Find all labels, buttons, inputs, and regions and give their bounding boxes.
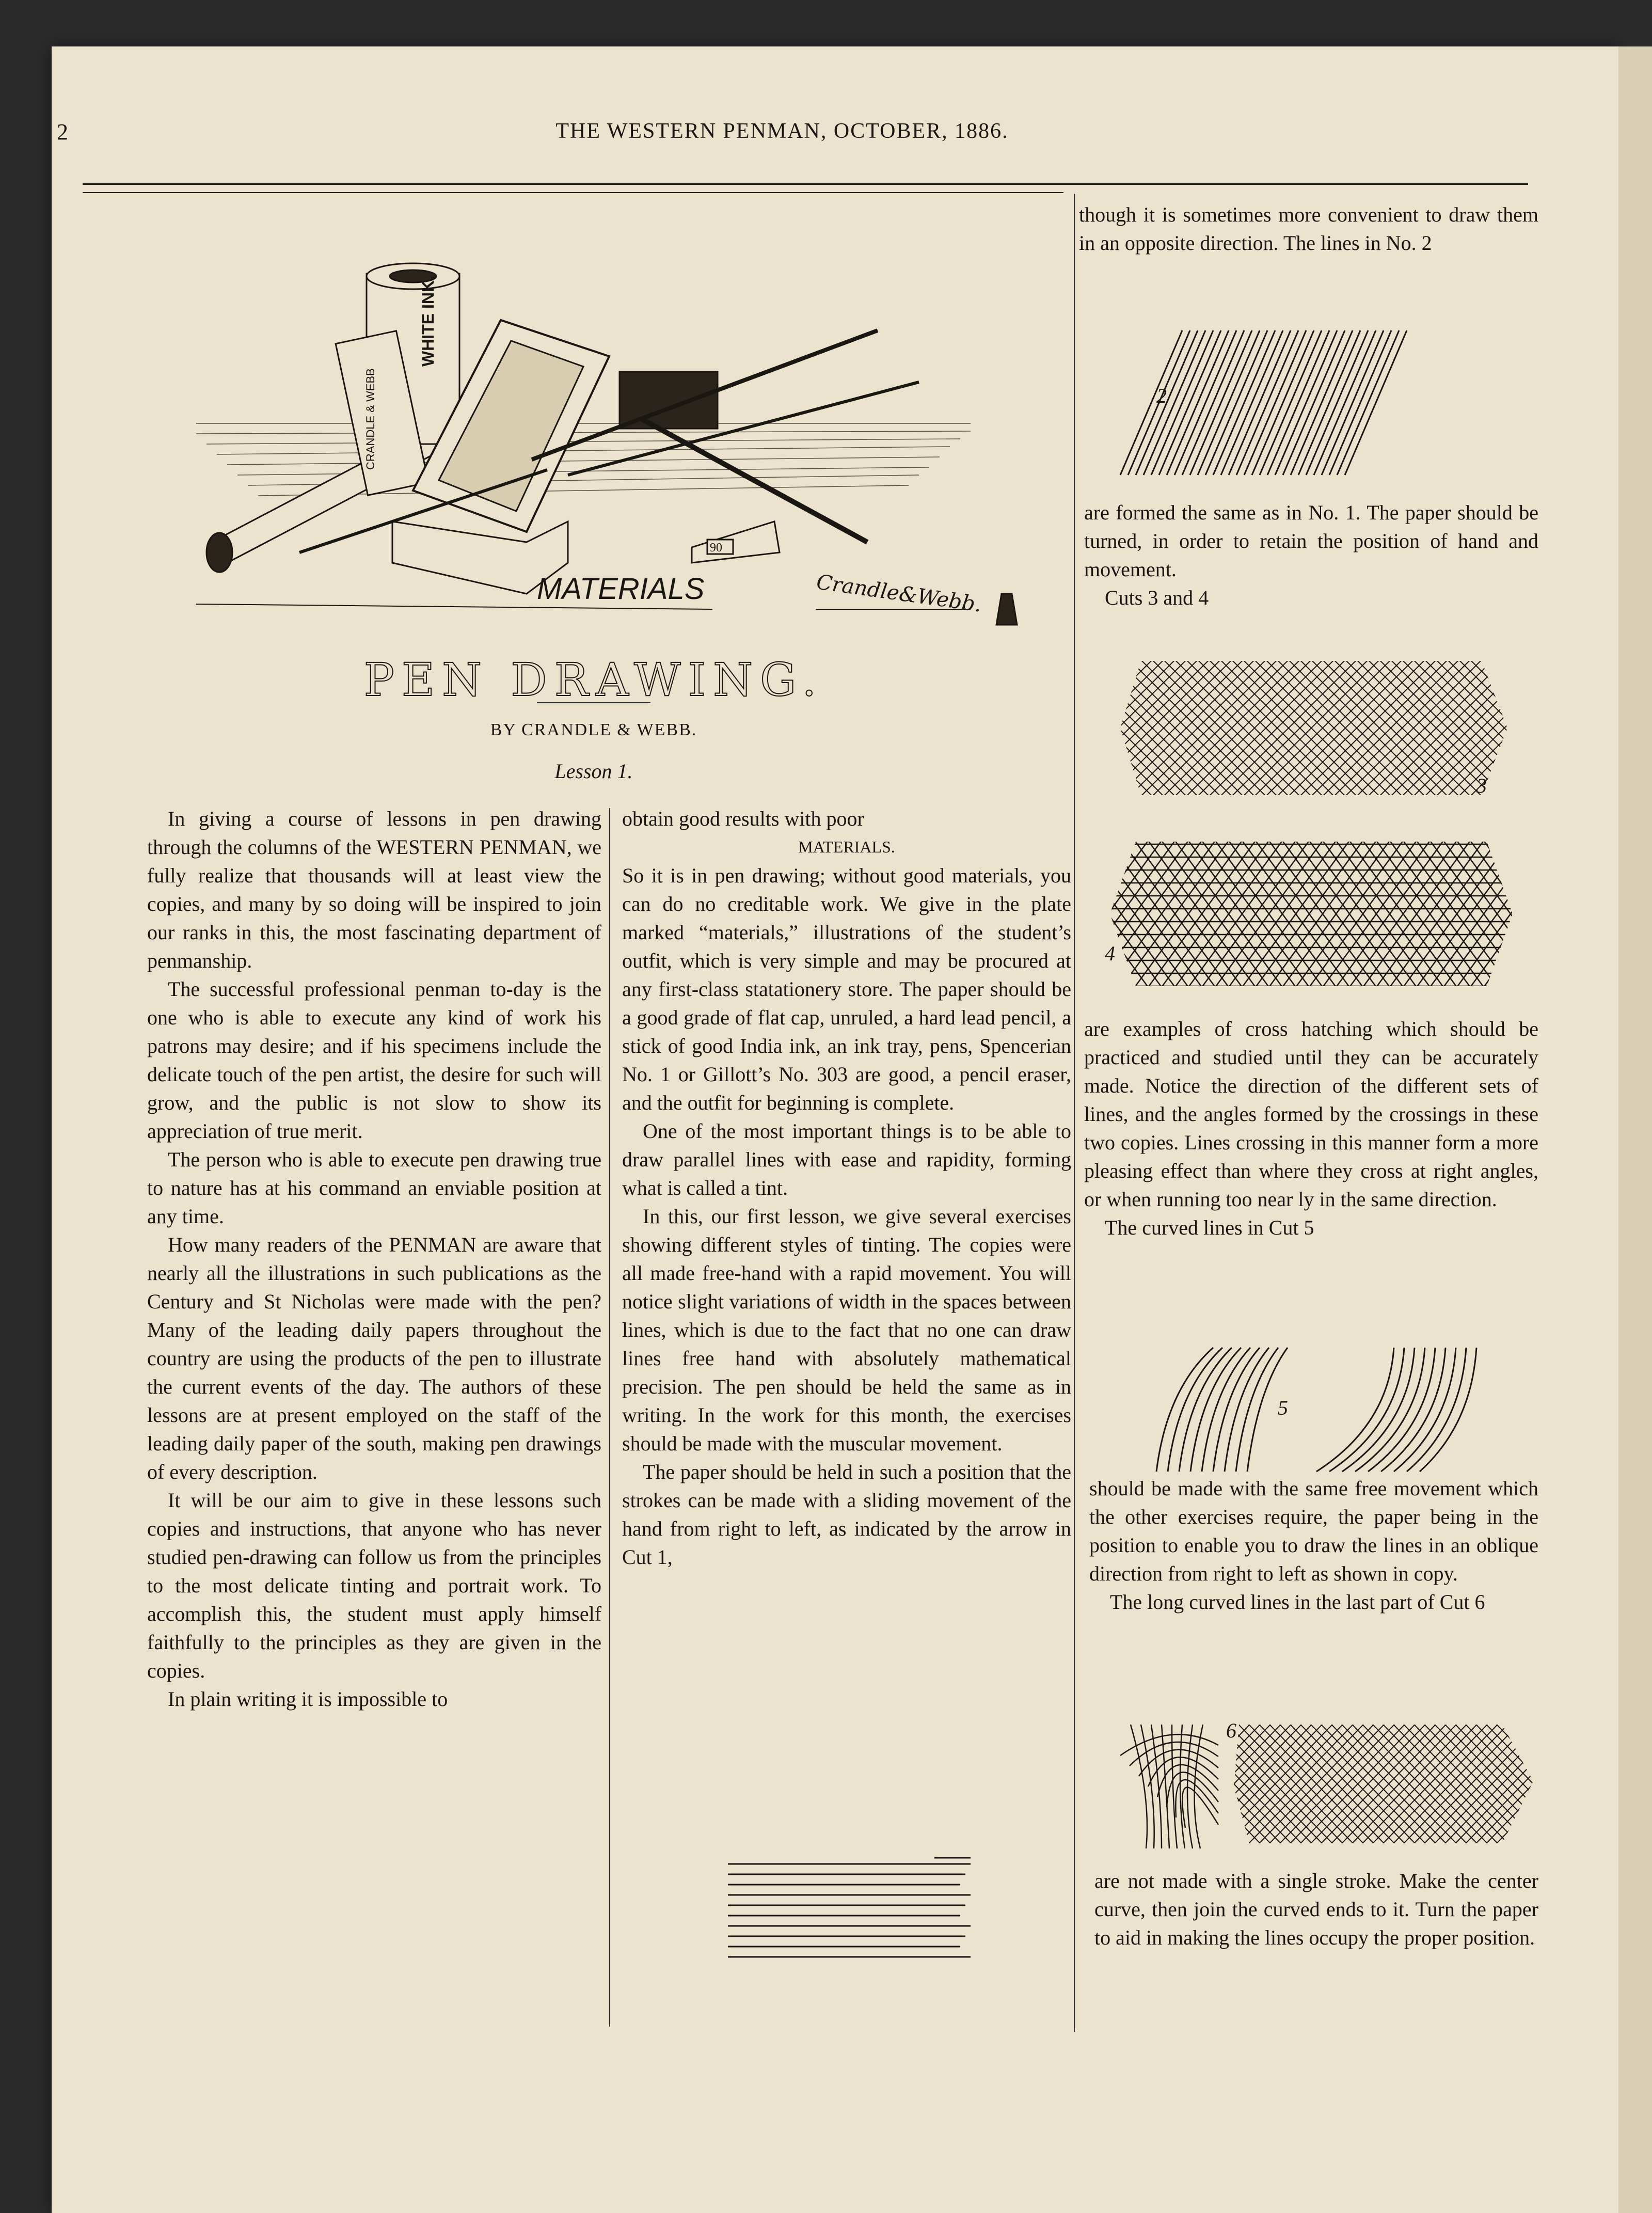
paragraph: though it is sometimes more convenient to draw them in an opposite direction. The lines in No. 2 — [1079, 203, 1538, 255]
paragraph: are formed the same as in No. 1. The paper should be turned, in order to retain the position of hand and movement. — [1084, 501, 1538, 581]
paragraph: How many readers of the PENMAN are aware that nearly all the illustrations in such publications as the Century and St Nicholas were made with the pen? Many of the leading daily papers throughout the country are using the products of the pen to illustrate the current events of the day. The authors of these lessons are at present employed on the staff of the leading daily paper of the south, making pen drawings of every description. — [147, 1233, 601, 1483]
hatch-line — [1136, 330, 1198, 475]
hatch-curve — [1180, 1725, 1185, 1848]
paragraph: The person who is able to execute pen drawing true to nature has at his command an enviable position at any time. — [147, 1148, 601, 1228]
hatch-curve — [1407, 1348, 1466, 1472]
bottle-maker-label: CRANDLE & WEBB — [364, 368, 377, 470]
hatch-line — [1306, 330, 1368, 475]
paragraph: are not made with a single stroke. Make the center curve, then join the curved ends to it. Turn the paper to aid in making the lines occupy the proper position. — [1094, 1869, 1538, 1949]
hatch-line — [1120, 330, 1182, 475]
paragraph: The paper should be held in such a position that the strokes can be made with a sliding movement of the hand from right to left, as indicated by the arrow in Cut 1, — [622, 1460, 1071, 1569]
hatch-line — [1159, 330, 1221, 475]
column-3-d — [1089, 1474, 1538, 1616]
hatch-line — [1229, 330, 1291, 475]
hatch-line — [1182, 330, 1244, 475]
hatch-line — [1314, 330, 1376, 475]
cut-5-number: 5 — [1278, 1396, 1288, 1419]
hatch-line — [1345, 330, 1407, 475]
hatch-curve — [1236, 1348, 1278, 1472]
hatch-line — [1174, 330, 1236, 475]
paragraph: obtain good results with poor — [622, 807, 864, 830]
paragraph: In this, our first lesson, we give several exercises showing different styles of tinting. The copies were all made free-hand with a rapid movement. You will notice slight variations of width in the spaces between lines, which is due to the fact that no one can draw lines free hand with absolutely mathematical precision. The pen should be held the same as in writing. In the work for this month, the exercises should be made with the muscular movement. — [622, 1205, 1071, 1455]
column-divider-middle — [609, 808, 610, 2027]
column-3-b — [1084, 498, 1538, 612]
running-header — [103, 119, 1461, 155]
hatch-curve — [1420, 1348, 1476, 1472]
paragraph: The successful professional penman to-day is the one who is able to execute any kind of work his patrons may desire; and if his specimens include the delicate touch of the pen artist, the desire for such will grow, and the public is not slow to show its appreciation of true merit. — [147, 977, 601, 1143]
hatch-line — [1213, 330, 1275, 475]
column-1 — [147, 804, 601, 1713]
artist-signature: Crandle&Webb. — [815, 570, 983, 617]
paragraph: One of the most important things is to be able to draw parallel lines with ease and rapidity, forming what is called a tint. — [622, 1119, 1071, 1199]
materials-illustration — [196, 253, 1032, 645]
hatch-line — [1329, 330, 1391, 475]
paragraph: So it is in pen drawing; without good materials, you can do no creditable work. We give in the plate marked “materials,” illustrations of the student’s outfit, which is very simple and may be procured at any first-class statationery store. The paper should be a good grade of flat cap, unruled, a hard lead pencil, a stick of good India ink, an ink tray, pens, Spencerian No. 1 or Gillott’s No. 303 are good, a pencil eraser, and the outfit for beginning is complete. — [622, 864, 1071, 1114]
lesson-number: Lesson 1. — [554, 760, 633, 783]
bottle-label: WHITE INK. — [419, 276, 437, 367]
hatch-line — [1337, 330, 1399, 475]
hatch-line — [1267, 330, 1329, 475]
cut-4-cross-hatching — [1105, 836, 1518, 991]
hatch-line — [1275, 330, 1337, 475]
cut-1-lines — [728, 1858, 971, 1957]
column-divider-right — [1074, 194, 1075, 2032]
hatch-line — [1143, 330, 1205, 475]
paragraph: In giving a course of lessons in pen drawing through the columns of the WESTERN PENMAN, we fully realize that thousands will at least view the copies, and many by so doing will be inspired to join our ranks in this, the most fascinating department of penmanship. — [147, 807, 601, 972]
paragraph: It will be our aim to give in these lessons such copies and instructions, that anyone who has never studied pen-drawing can follow us from the principles to the most delicate tinting and portrait work. To accomplish this, the student must apply himself faithfully to the principles as they are given in the copies. — [147, 1489, 601, 1682]
cut-4-number: 4 — [1105, 942, 1115, 965]
page-edge — [1618, 46, 1652, 2213]
hatch-line — [1190, 330, 1252, 475]
materials-label: MATERIALS — [537, 572, 705, 606]
hatch-line — [1252, 330, 1314, 475]
header-rule-thin — [83, 192, 1063, 193]
column-3-e — [1094, 1867, 1538, 1952]
cut-6-number: 6 — [1226, 1719, 1236, 1742]
section-heading: MATERIALS. — [798, 837, 895, 856]
paragraph: are examples of cross hatching which should be practiced and studied until they can be accurately made. Notice the direction of the different sets of lines, and the angles formed by the crossings in these two copies. Lines crossing in this manner form a more pleasing effect than where they cross at right angles, or when running too near ly in the same direction. — [1084, 1017, 1538, 1211]
cut-5-curved-lines — [1146, 1342, 1497, 1477]
pen-tag: 90 — [710, 541, 722, 555]
column-3 — [1079, 200, 1538, 257]
hatch-line — [1221, 330, 1283, 475]
article-title: PEN DRAWING. — [363, 653, 824, 706]
hatch-line — [1167, 330, 1229, 475]
cut-6-curved-hatching — [1115, 1714, 1538, 1869]
cut-2-number: 2 — [1156, 384, 1167, 407]
header-rule — [83, 183, 1528, 185]
page-number: 2 — [57, 119, 68, 145]
paragraph: should be made with the same free movement which the other exercises require, the paper being in the position to enable you to draw the lines in an oblique direction from right to left as shown in copy. — [1089, 1477, 1538, 1585]
paragraph: The curved lines in Cut 5 — [1105, 1216, 1314, 1239]
column-2 — [622, 804, 1071, 1571]
cut-1-parallel-lines — [728, 1848, 976, 1967]
paragraph: Cuts 3 and 4 — [1105, 586, 1209, 609]
hatch-line — [1260, 330, 1322, 475]
header-title: THE WESTERN PENMAN, OCTOBER, 1886. — [555, 119, 1009, 143]
cut-2-diagonal-lines — [1115, 330, 1415, 485]
hatch-line — [1236, 330, 1298, 475]
hatch-line — [1291, 330, 1353, 475]
column-3-c — [1084, 1015, 1538, 1242]
hatch-line — [1298, 330, 1360, 475]
hatch-line — [1198, 330, 1260, 475]
paragraph: The long curved lines in the last part of Cut 6 — [1110, 1590, 1485, 1614]
hatch-curve — [1120, 1734, 1218, 1756]
cut-3-cross-hatching — [1120, 651, 1513, 805]
title-rule — [537, 702, 650, 703]
paragraph: In plain writing it is impossible to — [168, 1687, 448, 1711]
article-byline: BY CRANDLE & WEBB. — [490, 720, 697, 739]
hatch-curve — [1172, 1725, 1177, 1848]
hatch-curve — [1130, 1742, 1218, 1766]
hatch-curve — [1316, 1348, 1394, 1472]
hatch-line — [1283, 330, 1345, 475]
hatch-curve — [1195, 1725, 1203, 1848]
hatch-line — [1244, 330, 1306, 475]
hatch-line — [1205, 330, 1267, 475]
cut-3-number: 3 — [1476, 774, 1487, 797]
hatch-curve — [1139, 1750, 1218, 1776]
hatch-line — [1322, 330, 1384, 475]
